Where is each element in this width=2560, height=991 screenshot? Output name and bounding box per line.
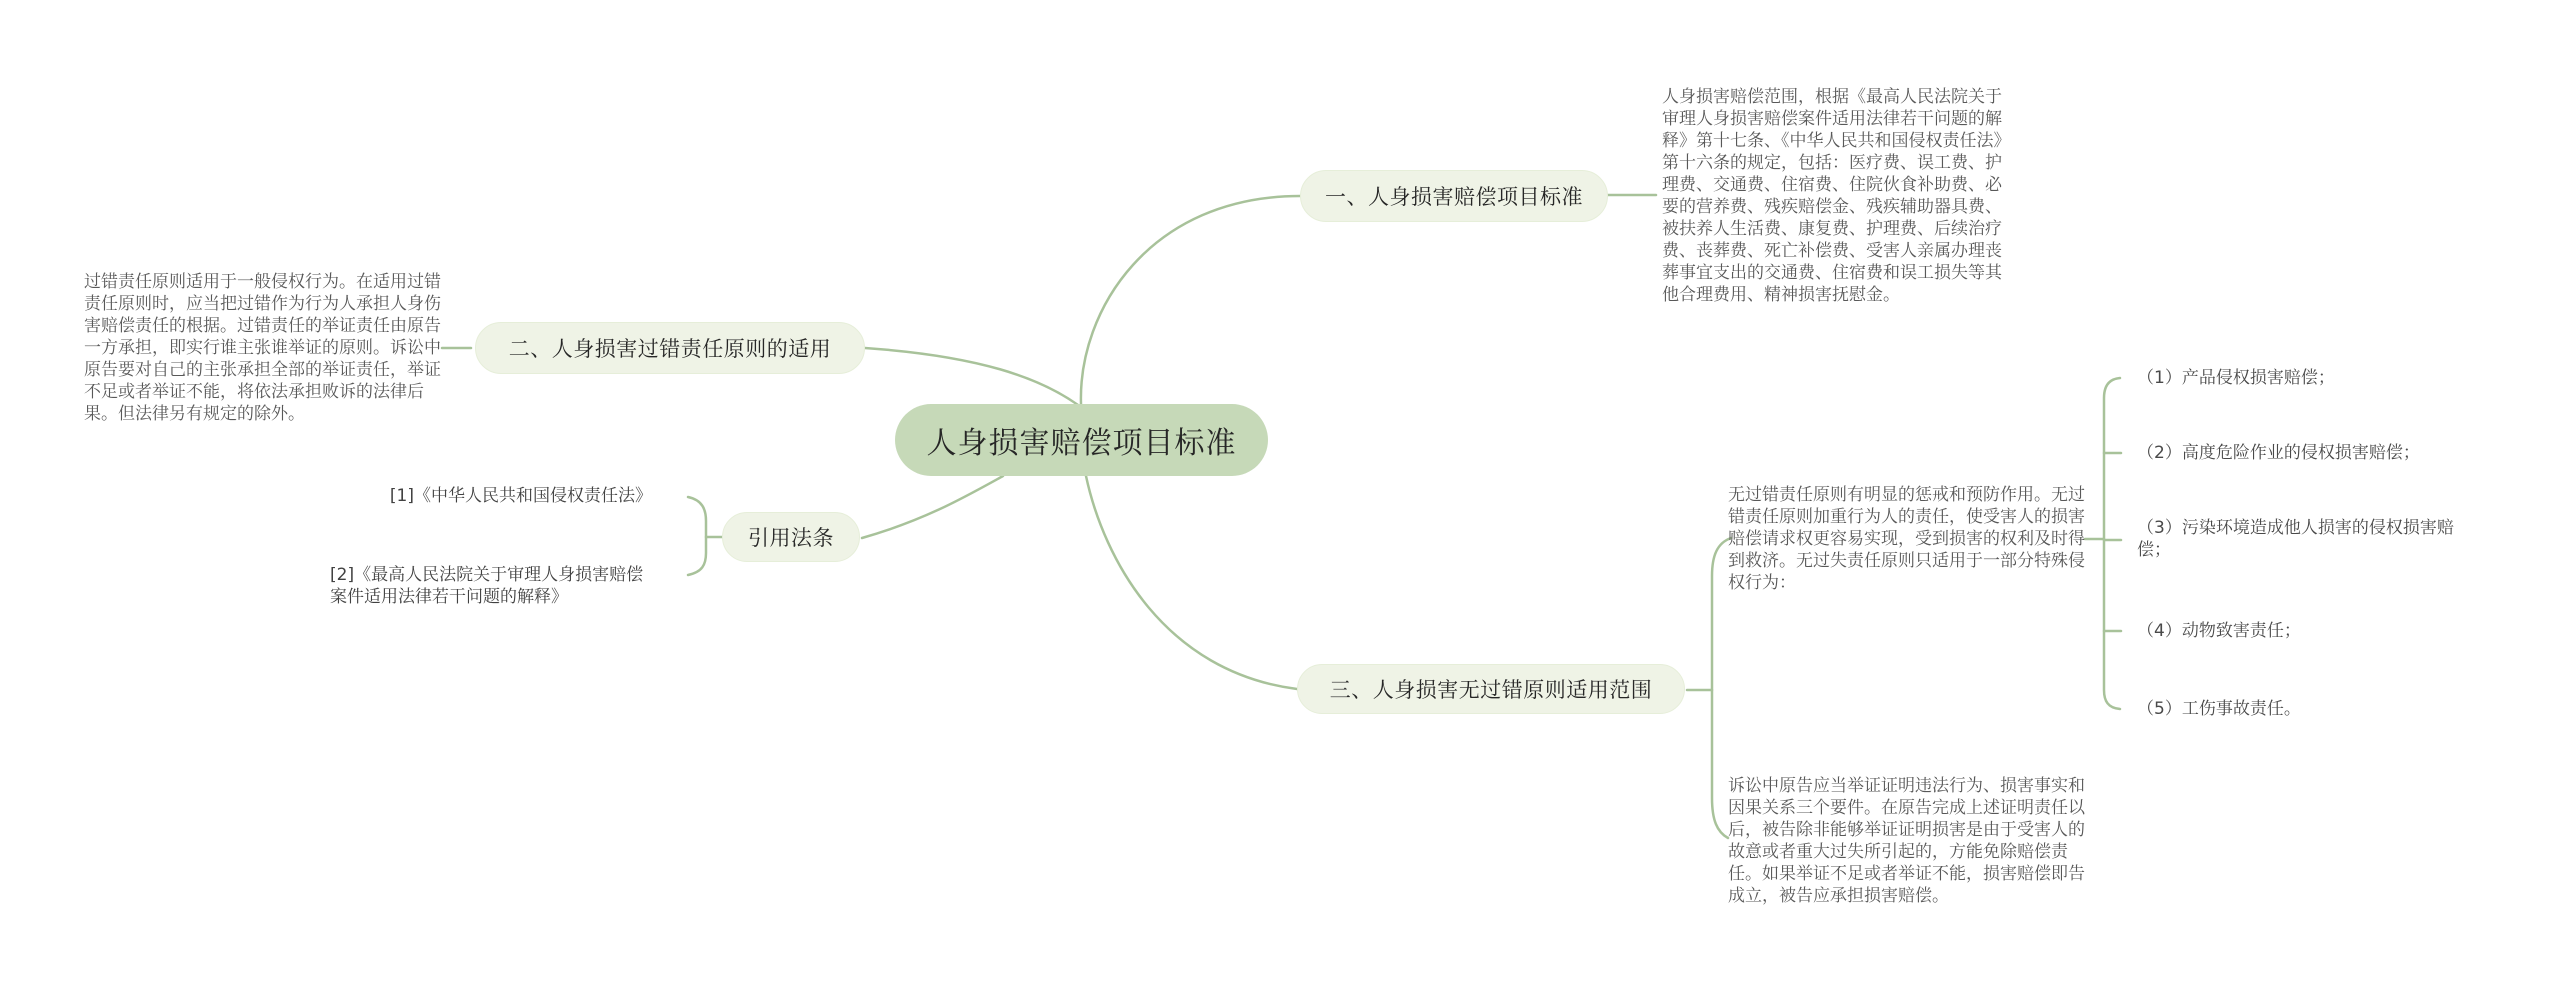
connector-citations-brace [688, 497, 706, 575]
citations-node[interactable]: 引用法条 [722, 512, 860, 562]
branch2-note[interactable]: 过错责任原则适用于一般侵权行为。在适用过错责任原则时，应当把过错作为行为人承担人身伤害赔偿责任的根据。过错责任的举证责任由原告一方承担，即实行谁主张谁举证的原则。诉讼中原告要对自己的主张承担全部的举证责任，举证不足或者举证不能，将依法承担败诉的法律后果。但法律另有规定的除外。 [84, 272, 441, 424]
branch3-item-2[interactable]: （2）高度危险作业的侵权损害赔偿； [2137, 443, 2420, 463]
central-topic-node[interactable]: 人身损害赔偿项目标准 [895, 404, 1268, 476]
branch1-node[interactable]: 一、人身损害赔偿项目标准 [1300, 170, 1608, 222]
citation-1[interactable]: [1]《中华人民共和国侵权责任法》 [389, 486, 652, 506]
branch3-item-5[interactable]: （5）工伤事故责任。 [2137, 699, 2301, 719]
connector-central-to-citations [862, 476, 1003, 538]
citation-2[interactable]: [2]《最高人民法院关于审理人身损害赔偿案件适用法律若干问题的解释》 [330, 565, 644, 607]
branch1-note[interactable]: 人身损害赔偿范围，根据《最高人民法院关于审理人身损害赔偿案件适用法律若干问题的解释》第十七条、《中华人民共和国侵权责任法》第十六条的规定，包括：医疗费、误工费、护理费、交通费、住宿费、住院伙食补助费、必要的营养费、残疾赔偿金、残疾辅助器具费、被扶养人生活费、康复费、护理费、后续治疗费、丧葬费、死亡补偿费、受害人亲属办理丧葬事宜支出的交通费、住宿费和误工损失等其他合理费用、精神损害抚慰金。 [1662, 87, 2011, 305]
connector-central-to-branch2 [865, 348, 1078, 405]
connector-items-brace [2104, 378, 2120, 709]
connector-central-to-branch1 [1081, 196, 1300, 404]
branch3-item-1[interactable]: （1）产品侵权损害赔偿； [2137, 368, 2335, 388]
branch3-note-top[interactable]: 无过错责任原则有明显的惩戒和预防作用。无过错责任原则加重行为人的责任，使受害人的损害赔偿请求权更容易实现，受到损害的权利及时得到救济。无过失责任原则只适用于一部分特殊侵权行为： [1728, 485, 2085, 593]
branch3-node[interactable]: 三、人身损害无过错原则适用范围 [1297, 664, 1685, 714]
branch2-node[interactable]: 二、人身损害过错责任原则的适用 [475, 322, 865, 374]
branch3-note-bottom[interactable]: 诉讼中原告应当举证证明违法行为、损害事实和因果关系三个要件。在原告完成上述证明责任以后，被告除非能够举证证明损害是由于受害人的故意或者重大过失所引起的，方能免除赔偿责任。如果举证不足或者举证不能，损害赔偿即告成立，被告应承担损害赔偿。 [1728, 776, 2085, 906]
connector-central-to-branch3 [1086, 476, 1297, 689]
branch3-item-3[interactable]: （3）污染环境造成他人损害的侵权损害赔偿； [2137, 518, 2454, 560]
branch3-item-4[interactable]: （4）动物致害责任； [2137, 621, 2301, 641]
